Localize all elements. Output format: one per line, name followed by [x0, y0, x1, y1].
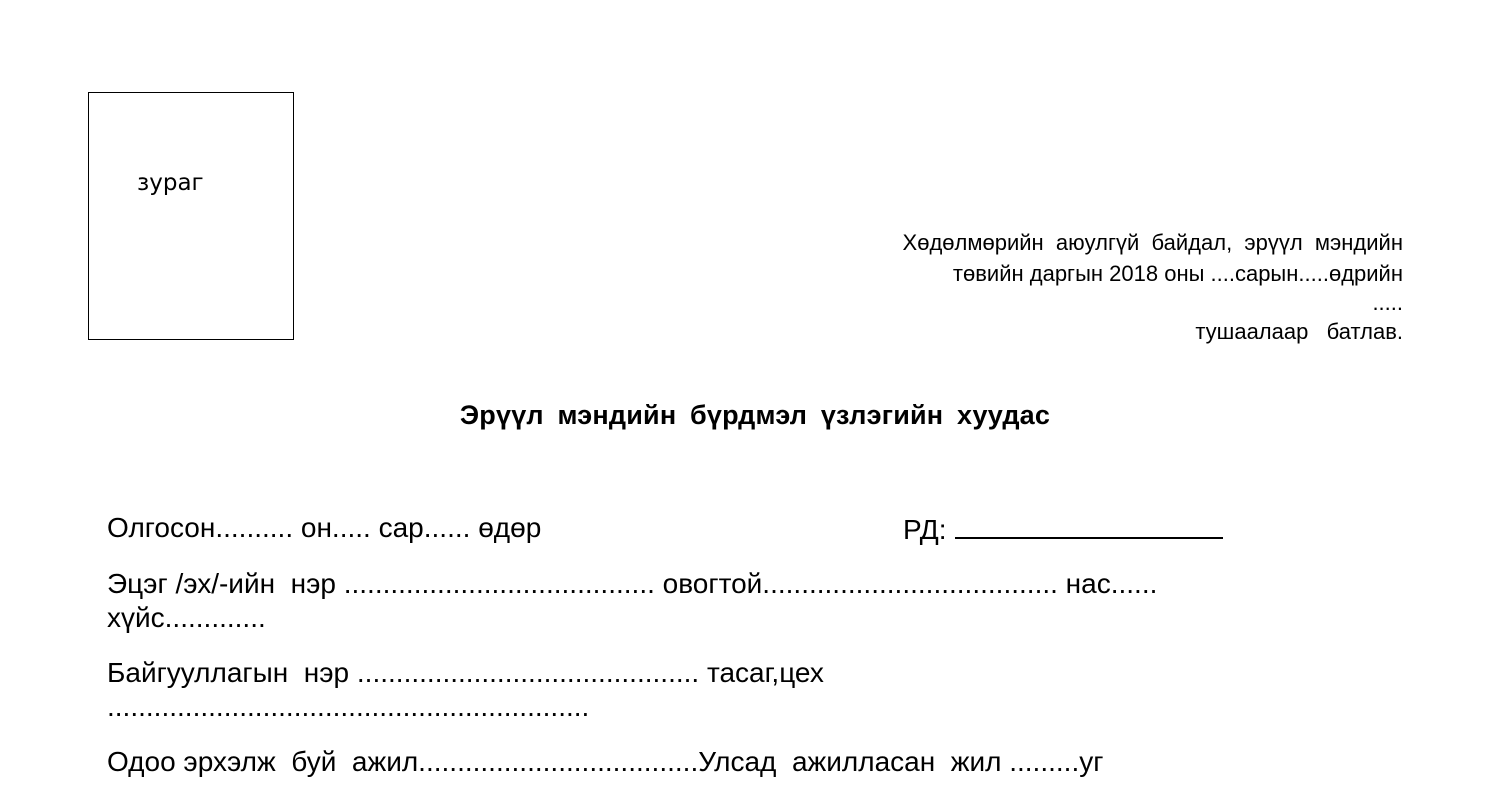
approval-line-3: .....: [1372, 290, 1403, 315]
approval-line-2: төвийн даргын 2018 оны ....сарын.....өдрийн: [952, 260, 1403, 286]
received-date-field: Олгосон.......... он..... сар...... өдөр: [107, 512, 542, 543]
name-field-line-2: хүйс.............: [107, 602, 266, 633]
org-field-line-2: ..............................................................: [107, 691, 590, 722]
rd-label: РД:: [903, 514, 947, 545]
photo-placeholder-box: [88, 92, 294, 340]
photo-label: зураг: [137, 170, 204, 196]
org-field-line-1: Байгууллагын нэр ............................................ тасаг,цех: [107, 657, 824, 688]
rd-underline: [955, 511, 1223, 539]
name-field-line-1: Эцэг /эх/-ийн нэр ........................................ овогтой...................................... нас......: [107, 568, 1158, 599]
job-field-line: Одоо эрхэлж буй ажил....................................Улсад ажилласан жил .........уг: [107, 746, 1104, 777]
document-title: Эрүүл мэндийн бүрдмэл үзлэгийн хуудас: [459, 400, 1051, 430]
approval-block: [783, 228, 1403, 348]
rd-field: [903, 511, 1223, 547]
approval-line-1: Хөдөлмөрийн аюулгүй байдал, эрүүл мэндийн: [902, 230, 1403, 255]
approval-line-4: тушаалаар батлав.: [1195, 319, 1403, 344]
